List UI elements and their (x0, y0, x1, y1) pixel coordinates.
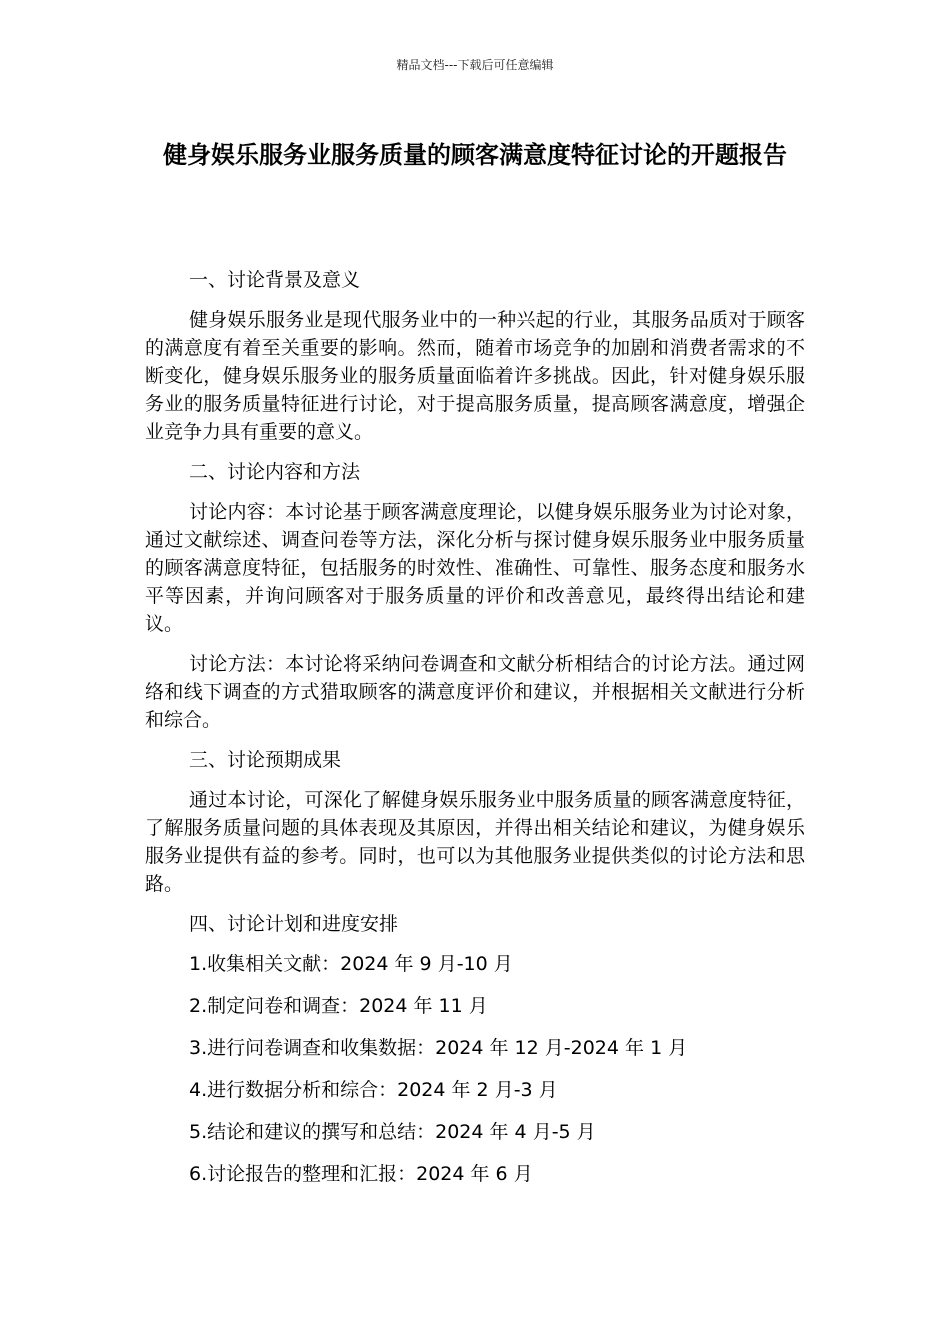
document-body (145, 266, 805, 1202)
section-heading-content-method: 二、讨论内容和方法 (189, 461, 361, 483)
method-paragraph: 讨论方法：本讨论将采纳问卷调查和文献分析相结合的讨论方法。通过网络和线下调查的方式猎取顾客的满意度评价和建议，并根据相关文献进行分析和综合。 (145, 653, 805, 731)
plan-item: 1.收集相关文献：2024 年 9 月-10 月 (189, 953, 513, 975)
plan-item: 6.讨论报告的整理和汇报：2024 年 6 月 (189, 1163, 533, 1185)
plan-item: 5.结论和建议的撰写和总结：2024 年 4 月-5 月 (189, 1121, 596, 1143)
plan-item: 3.进行问卷调查和收集数据：2024 年 12 月-2024 年 1 月 (189, 1037, 688, 1059)
outcomes-paragraph: 通过本讨论，可深化了解健身娱乐服务业中服务质量的顾客满意度特征，了解服务质量问题的具体表现及其原因，并得出相关结论和建议，为健身娱乐服务业提供有益的参考。同时，也可以为其他服务业提供类似的讨论方法和思路。 (145, 789, 805, 895)
plan-item: 4.进行数据分析和综合：2024 年 2 月-3 月 (189, 1079, 558, 1101)
section-heading-outcomes: 三、讨论预期成果 (189, 749, 342, 771)
document-title: 健身娱乐服务业服务质量的顾客满意度特征讨论的开题报告 (163, 141, 787, 169)
background-paragraph: 健身娱乐服务业是现代服务业中的一种兴起的行业，其服务品质对于顾客的满意度有着至关重要的影响。然而，随着市场竞争的加剧和消费者需求的不断变化，健身娱乐服务业的服务质量面临着许多挑战。因此，针对健身娱乐服务业的服务质量特征进行讨论，对于提高服务质量，提高顾客满意度，增强企业竞争力具有重要的意义。 (145, 309, 805, 443)
plan-item: 2.制定问卷和调查：2024 年 11 月 (189, 995, 488, 1017)
section-heading-plan: 四、讨论计划和进度安排 (189, 913, 399, 935)
content-paragraph: 讨论内容：本讨论基于顾客满意度理论，以健身娱乐服务业为讨论对象，通过文献综述、调查问卷等方法，深化分析与探讨健身娱乐服务业中服务质量的顾客满意度特征，包括服务的时效性、准确性、可靠性、服务态度和服务水平等因素，并询问顾客对于服务质量的评价和改善意见，最终得出结论和建议。 (145, 501, 805, 635)
section-heading-background: 一、讨论背景及意义 (189, 269, 361, 291)
header-watermark: 精品文档---下载后可任意编辑 (396, 58, 554, 72)
